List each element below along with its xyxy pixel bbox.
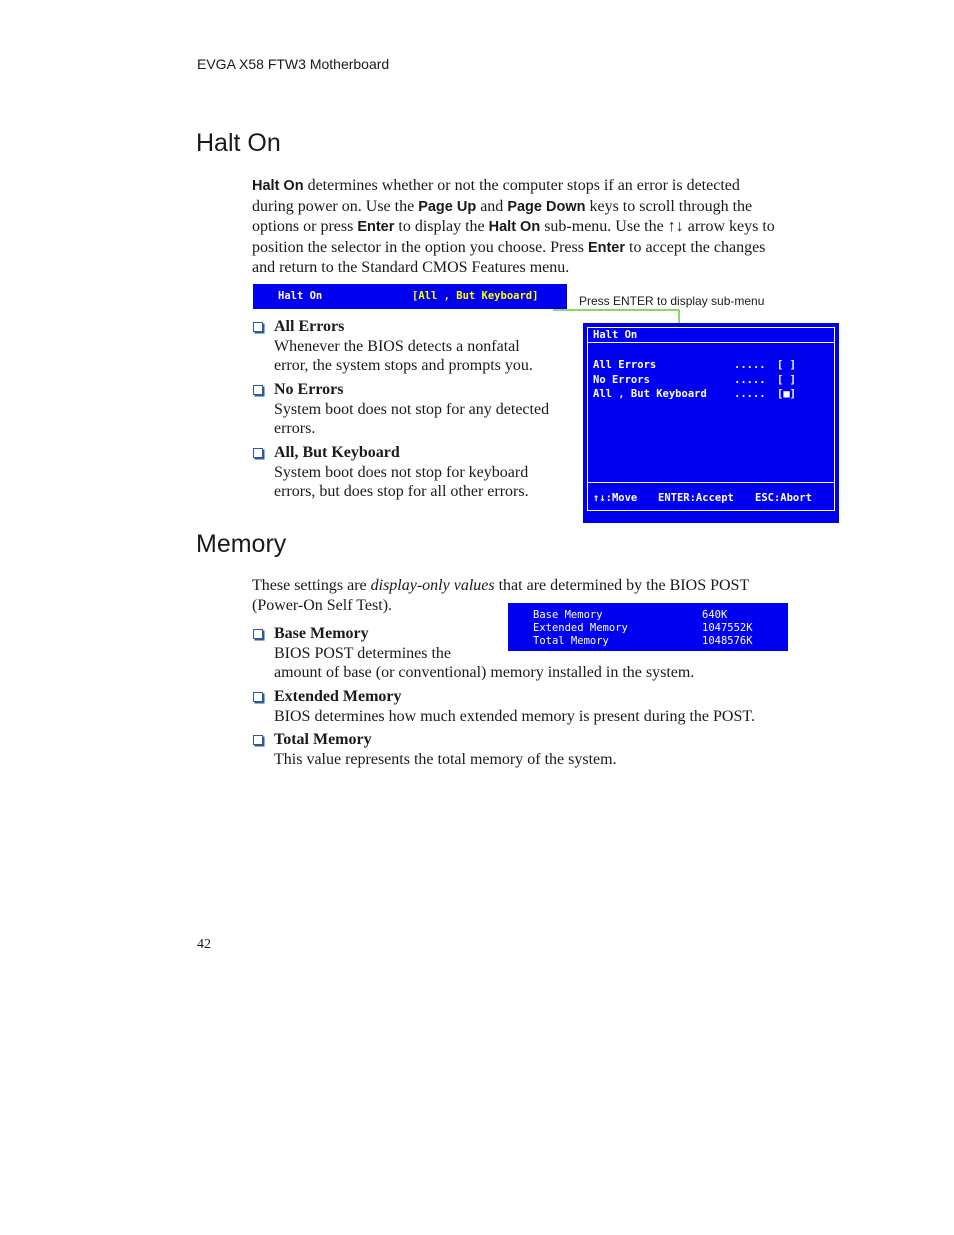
page-number: 42 (197, 937, 211, 952)
halt-on-bar-label: Halt On (278, 290, 323, 302)
list-item-desc: BIOS POST determines the (274, 644, 452, 662)
submenu-option-all-errors[interactable]: All Errors (593, 359, 657, 371)
submenu-option-all-but-keyboard[interactable]: All , But Keyboard (593, 388, 707, 400)
list-item-title: Base Memory (274, 625, 369, 642)
list-item-desc: System boot does not stop for any detected errors. (274, 400, 550, 437)
section-heading-memory: Memory (196, 530, 287, 558)
halt-on-bios-bar[interactable] (253, 284, 567, 309)
list-item-desc: BIOS determines how much extended memory is present during the POST. (274, 707, 755, 725)
submenu-option-checkbox[interactable]: [ ] (777, 359, 796, 371)
list-item-title: Extended Memory (274, 688, 402, 705)
halt-on-bar-value: [All , But Keyboard] (412, 290, 539, 302)
halt-on-description (252, 176, 784, 278)
submenu-option-no-errors[interactable]: No Errors (593, 374, 650, 386)
checkbox-bullet-icon (253, 448, 263, 458)
list-item-desc: amount of base (or conventional) memory installed in the system. (274, 664, 695, 681)
key-term: Enter (587, 239, 626, 256)
key-term: Page Up (418, 198, 477, 215)
memory-intro-text: These settings are (252, 577, 371, 594)
paragraph-text: keys to scroll through the options or press (252, 197, 753, 235)
checkbox-bullet-icon (253, 629, 263, 639)
key-term: Page Down (507, 198, 586, 215)
paragraph-text: and (476, 197, 508, 215)
memory-label-extended: Extended Memory (533, 622, 628, 634)
submenu-footer-abort: ESC:Abort (755, 492, 812, 504)
list-item-title: All Errors (274, 318, 345, 335)
submenu-option-checkbox-selected[interactable]: [■] (777, 388, 796, 400)
paragraph-text: to accept the changes and return to the Standard CMOS Features menu. (252, 238, 766, 276)
key-term: Halt On (488, 219, 541, 235)
submenu-footer-divider (587, 482, 835, 483)
list-item (274, 317, 574, 376)
list-item-desc: This value represents the total memory of the system. (274, 750, 617, 768)
list-item (274, 730, 794, 769)
memory-intro-text: that are determined by the BIOS POST (Power-On Self Test). (252, 577, 749, 614)
list-item (274, 624, 794, 683)
paragraph-text: sub-menu. Use the ↑↓ arrow keys to position the selector in the option you choose. Press (252, 218, 775, 256)
checkbox-bullet-icon (253, 385, 263, 395)
callout-text: Press ENTER to display sub-menu (579, 294, 765, 308)
submenu-option-checkbox[interactable]: [ ] (777, 374, 796, 386)
list-item (274, 687, 794, 726)
submenu-footer-move: ↑↓:Move (593, 492, 638, 504)
submenu-title: Halt On (593, 329, 638, 341)
running-header: EVGA X58 FTW3 Motherboard (197, 56, 390, 72)
memory-value-extended: 1047552K (702, 622, 753, 634)
submenu-option-dots: ..... (734, 388, 766, 400)
section-heading-halt-on: Halt On (196, 129, 281, 157)
submenu-option-dots: ..... (734, 359, 766, 371)
submenu-option-dots: ..... (734, 374, 766, 386)
list-item-desc: System boot does not stop for keyboard errors, but does stop for all other errors. (274, 463, 529, 500)
list-item-title: All, But Keyboard (274, 444, 400, 461)
paragraph-text: determines whether or not the computer stops if an error is detected during power on. Use the (252, 177, 740, 215)
list-item-title: No Errors (274, 381, 344, 398)
memory-value-base: 640K (702, 609, 728, 621)
memory-label-base: Base Memory (533, 609, 603, 621)
memory-intro-emphasis: display-only values (370, 577, 495, 594)
list-item (274, 443, 574, 502)
paragraph-text: to display the (394, 218, 489, 235)
list-item (274, 380, 574, 439)
list-item-desc: Whenever the BIOS detects a nonfatal error, the system stops and prompts you. (274, 337, 533, 374)
submenu-footer-accept: ENTER:Accept (658, 492, 734, 504)
submenu-frame (587, 327, 835, 511)
checkbox-bullet-icon (253, 692, 263, 702)
key-term: Enter (357, 219, 395, 235)
checkbox-bullet-icon (253, 735, 263, 745)
list-item-title: Total Memory (274, 731, 372, 748)
key-term: Halt On (252, 178, 304, 194)
memory-label-total: Total Memory (533, 635, 609, 647)
halt-on-submenu (583, 323, 839, 523)
checkbox-bullet-icon (253, 322, 263, 332)
memory-value-total: 1048576K (702, 635, 753, 647)
submenu-title-divider (587, 342, 835, 343)
